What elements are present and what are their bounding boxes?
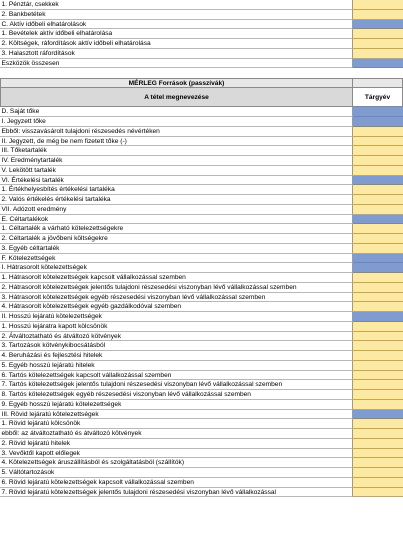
table-row <box>0 322 403 332</box>
row-label: 2. Átváltoztatható és átváltozó kötvények <box>0 332 353 342</box>
table-row <box>0 107 403 117</box>
value-cell[interactable] <box>353 205 403 215</box>
row-label: 9. Egyéb hosszú lejáratú kötelezettségek <box>0 400 353 410</box>
row-label: 1. Hosszú lejáratra kapott kölcsönök <box>0 322 353 332</box>
value-cell[interactable] <box>353 254 403 264</box>
row-label: IV. Eredménytartalék <box>0 156 353 166</box>
value-cell[interactable] <box>353 185 403 195</box>
row-label: 6. Tartós kötelezettségek kapcsolt vállalkozással szemben <box>0 371 353 381</box>
table-row <box>0 185 403 195</box>
assets-rows <box>0 0 403 68</box>
table-row <box>0 351 403 361</box>
row-label: 2. Céltartalék a jövőbeni költségekre <box>0 234 353 244</box>
table-row <box>0 0 403 10</box>
row-label: III. Tőketartalék <box>0 146 353 156</box>
row-label: 3. Vevőktől kapott előlegek <box>0 449 353 459</box>
table-row <box>0 478 403 488</box>
table-row <box>0 244 403 254</box>
value-cell[interactable] <box>353 478 403 488</box>
row-label: 4. Hátrasorolt kötelezettségek egyéb gazdálkodóval szemben <box>0 302 353 312</box>
value-cell[interactable] <box>353 215 403 225</box>
row-label: I. Jegyzett tőke <box>0 117 353 127</box>
value-cell[interactable] <box>353 293 403 303</box>
row-label: 1. Pénztár, csekkek <box>0 0 353 10</box>
table-row <box>0 39 403 49</box>
row-label: ebből: az átváltoztatható és átváltozó kötvények <box>0 429 353 439</box>
table-row <box>0 488 403 498</box>
value-cell[interactable] <box>353 263 403 273</box>
table-row <box>0 156 403 166</box>
table-row <box>0 371 403 381</box>
value-cell[interactable] <box>353 312 403 322</box>
value-cell[interactable] <box>353 332 403 342</box>
row-label: VI. Értékelési tartalék <box>0 176 353 186</box>
row-label: 2. Bankbetétek <box>0 10 353 20</box>
value-cell[interactable] <box>353 419 403 429</box>
table-row <box>0 234 403 244</box>
table-row <box>0 283 403 293</box>
row-label: 3. Tartozások kötvénykibocsátásból <box>0 341 353 351</box>
row-label: D. Saját tőke <box>0 107 353 117</box>
row-label: F. Kötelezettségek <box>0 254 353 264</box>
value-cell[interactable] <box>353 283 403 293</box>
row-label: III. Rövid lejáratú kötelezettségek <box>0 410 353 420</box>
row-label: 2. Valós értékelés értékelési tartaléka <box>0 195 353 205</box>
row-label: Eszközök összesen <box>0 59 353 69</box>
row-label: Ebből: visszavásárolt tulajdoni részesedés névértéken <box>0 127 353 137</box>
value-cell[interactable] <box>353 0 403 10</box>
row-label: 5. Egyéb hosszú lejáratú hitelek <box>0 361 353 371</box>
value-cell[interactable] <box>353 166 403 176</box>
table-row <box>0 20 403 30</box>
value-cell[interactable] <box>353 234 403 244</box>
row-label: II. Hosszú lejáratú kötelezettségek <box>0 312 353 322</box>
table-row <box>0 166 403 176</box>
value-cell[interactable] <box>353 195 403 205</box>
table-row <box>0 361 403 371</box>
table-row <box>0 263 403 273</box>
value-cell[interactable] <box>353 107 403 117</box>
row-label: 8. Tartós kötelezettségek egyéb részesedési viszonyban lévő vállalkozással szemben <box>0 390 353 400</box>
value-cell[interactable] <box>353 361 403 371</box>
row-label: 3. Egyéb céltartalék <box>0 244 353 254</box>
table-row <box>0 341 403 351</box>
row-label: 2. Költségek, ráfordítások aktív időbeli elhatárolása <box>0 39 353 49</box>
value-cell[interactable] <box>353 449 403 459</box>
liabilities-rows <box>0 107 403 497</box>
row-label: 7. Rövid lejáratú kötelezettségek jelentős tulajdoni részesedési viszonyban lévő vállalkozással <box>0 488 353 498</box>
value-cell[interactable] <box>353 439 403 449</box>
value-cell[interactable] <box>353 29 403 39</box>
value-cell[interactable] <box>353 468 403 478</box>
row-label: 5. Váltótartozások <box>0 468 353 478</box>
value-cell[interactable] <box>353 127 403 137</box>
table-row <box>0 468 403 478</box>
table-row <box>0 458 403 468</box>
table-row <box>0 293 403 303</box>
value-cell[interactable] <box>353 117 403 127</box>
value-cell[interactable] <box>353 410 403 420</box>
row-label: I. Hátrasorolt kötelezettségek <box>0 263 353 273</box>
table-row <box>0 205 403 215</box>
table-row <box>0 273 403 283</box>
value-cell[interactable] <box>353 59 403 69</box>
row-label: V. Lekötött tartalék <box>0 166 353 176</box>
value-cell[interactable] <box>353 244 403 254</box>
table-row <box>0 127 403 137</box>
value-cell[interactable] <box>353 224 403 234</box>
value-cell[interactable] <box>353 137 403 147</box>
table-row <box>0 449 403 459</box>
table-row <box>0 390 403 400</box>
row-label: 3. Hátrasorolt kötelezettségek egyéb részesedési viszonyban lévő vállalkozással szemben <box>0 293 353 303</box>
row-label: 6. Rövid lejáratú kötelezettségek kapcsolt vállalkozással szemben <box>0 478 353 488</box>
table-row <box>0 312 403 322</box>
value-cell[interactable] <box>353 146 403 156</box>
row-label: 1. Rövid lejáratú kölcsönök <box>0 419 353 429</box>
spacer-row <box>0 68 403 78</box>
table-row <box>0 29 403 39</box>
table-row <box>0 117 403 127</box>
value-cell[interactable] <box>353 429 403 439</box>
table-row <box>0 380 403 390</box>
value-cell[interactable] <box>353 371 403 381</box>
value-cell[interactable] <box>353 273 403 283</box>
table-row <box>0 59 403 69</box>
table-row <box>0 215 403 225</box>
row-label: 1. Hátrasorolt kötelezettségek kapcsolt vállalkozással szemben <box>0 273 353 283</box>
row-label: E. Céltartalékok <box>0 215 353 225</box>
column-header-item-name: A tétel megnevezése <box>0 88 353 108</box>
table-row <box>0 224 403 234</box>
value-cell[interactable] <box>353 156 403 166</box>
row-label: 7. Tartós kötelezettségek jelentős tulajdoni részesedési viszonyban lévő vállalkozással szemben <box>0 380 353 390</box>
table-row <box>0 49 403 59</box>
value-cell[interactable] <box>353 39 403 49</box>
row-label: 4. Kötelezettségek áruszállításból és szolgáltatásból (szállítók) <box>0 458 353 468</box>
table-row <box>0 146 403 156</box>
value-cell[interactable] <box>353 351 403 361</box>
value-cell[interactable] <box>353 176 403 186</box>
row-label: 3. Halasztott ráfordítások <box>0 49 353 59</box>
table-row <box>0 429 403 439</box>
table-row <box>0 10 403 20</box>
table-row <box>0 254 403 264</box>
row-label: VII. Adózott eredmény <box>0 205 353 215</box>
table-row <box>0 419 403 429</box>
value-cell[interactable] <box>353 49 403 59</box>
value-cell[interactable] <box>353 322 403 332</box>
row-label: II. Jegyzett, de még be nem fizetett tőke (-) <box>0 137 353 147</box>
value-cell[interactable] <box>353 380 403 390</box>
table-row <box>0 195 403 205</box>
table-row <box>0 400 403 410</box>
section-title-row <box>0 78 403 88</box>
table-row <box>0 332 403 342</box>
value-cell[interactable] <box>353 302 403 312</box>
row-label: 2. Hátrasorolt kötelezettségek jelentős tulajdoni részesedési viszonyban lévő vállalkozással szemben <box>0 283 353 293</box>
value-cell[interactable] <box>353 390 403 400</box>
value-cell[interactable] <box>353 20 403 30</box>
row-label: 2. Rövid lejáratú hitelek <box>0 439 353 449</box>
value-cell[interactable] <box>353 488 403 498</box>
column-header-year: Tárgyév <box>353 88 403 108</box>
row-label: 1. Céltartalék a várható kötelezettségekre <box>0 224 353 234</box>
table-row <box>0 176 403 186</box>
row-label: 4. Beruházási és fejlesztési hitelek <box>0 351 353 361</box>
column-header-row <box>0 88 403 108</box>
value-cell[interactable] <box>353 10 403 20</box>
table-row <box>0 302 403 312</box>
row-label: 1. Értékhelyesbítés értékelési tartaléka <box>0 185 353 195</box>
section-title: MÉRLEG Források (passzívák) <box>0 78 353 88</box>
table-row <box>0 137 403 147</box>
table-row <box>0 439 403 449</box>
row-label: C. Aktív időbeli elhatárolások <box>0 20 353 30</box>
row-label: 1. Bevételek aktív időbeli elhatárolása <box>0 29 353 39</box>
value-cell[interactable] <box>353 458 403 468</box>
value-cell[interactable] <box>353 400 403 410</box>
value-cell[interactable] <box>353 341 403 351</box>
table-row <box>0 410 403 420</box>
